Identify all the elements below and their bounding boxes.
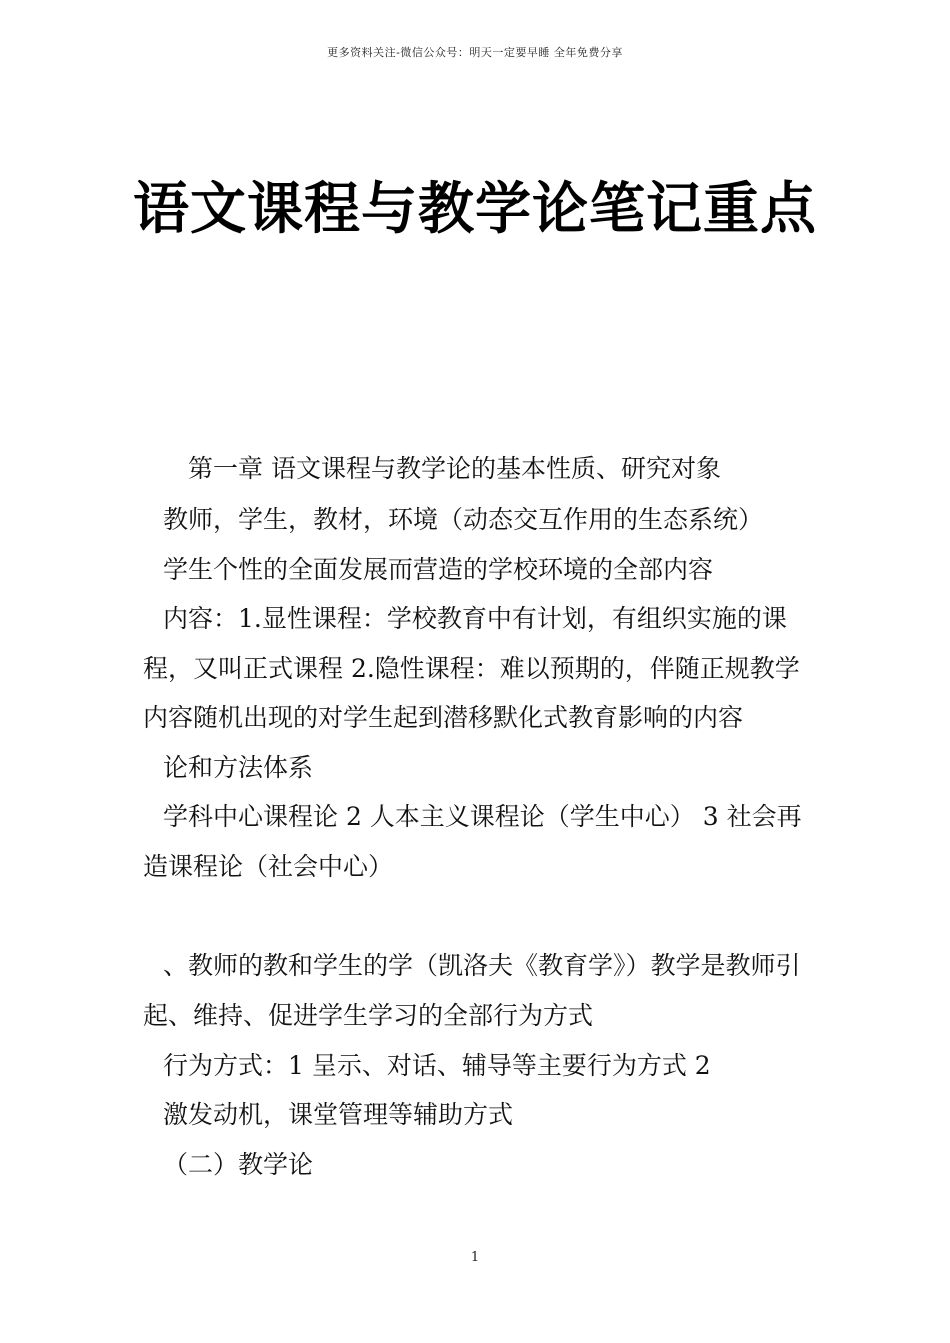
body-line: 学生个性的全面发展而营造的学校环境的全部内容	[163, 555, 714, 584]
body-line: 论和方法体系	[163, 753, 314, 782]
section-heading: （二）教学论	[163, 1150, 314, 1179]
chapter-heading: 第一章 语文课程与教学论的基本性质、研究对象	[188, 454, 721, 483]
header-note: 更多资料关注-微信公众号：明天一定要早睡 全年免费分享	[327, 46, 623, 59]
body-line: 造课程论（社会中心）	[143, 852, 394, 881]
body-line: 、教师的教和学生的学（凯洛夫《教育学》）教学是教师引	[163, 951, 801, 980]
body-line: 内容随机出现的对学生起到潜移默化式教育影响的内容	[143, 703, 744, 732]
body-line: 教师，学生，教材，环境（动态交互作用的生态系统）	[163, 505, 764, 534]
body-line: 行为方式：1 呈示、对话、辅导等主要行为方式 2	[163, 1051, 711, 1080]
body-line: 激发动机，课堂管理等辅助方式	[163, 1100, 514, 1129]
body-line: 学科中心课程论 2 人本主义课程论（学生中心） 3 社会再	[163, 802, 802, 831]
body-line: 内容：1.显性课程：学校教育中有计划，有组织实施的课	[163, 604, 787, 633]
page-number: 1	[470, 1250, 480, 1265]
body-line: 程，又叫正式课程 2.隐性课程：难以预期的，伴随正规教学	[143, 654, 800, 683]
body-line: 起、维持、促进学生学习的全部行为方式	[143, 1001, 594, 1030]
document-title: 语文课程与教学论笔记重点	[133, 176, 817, 242]
